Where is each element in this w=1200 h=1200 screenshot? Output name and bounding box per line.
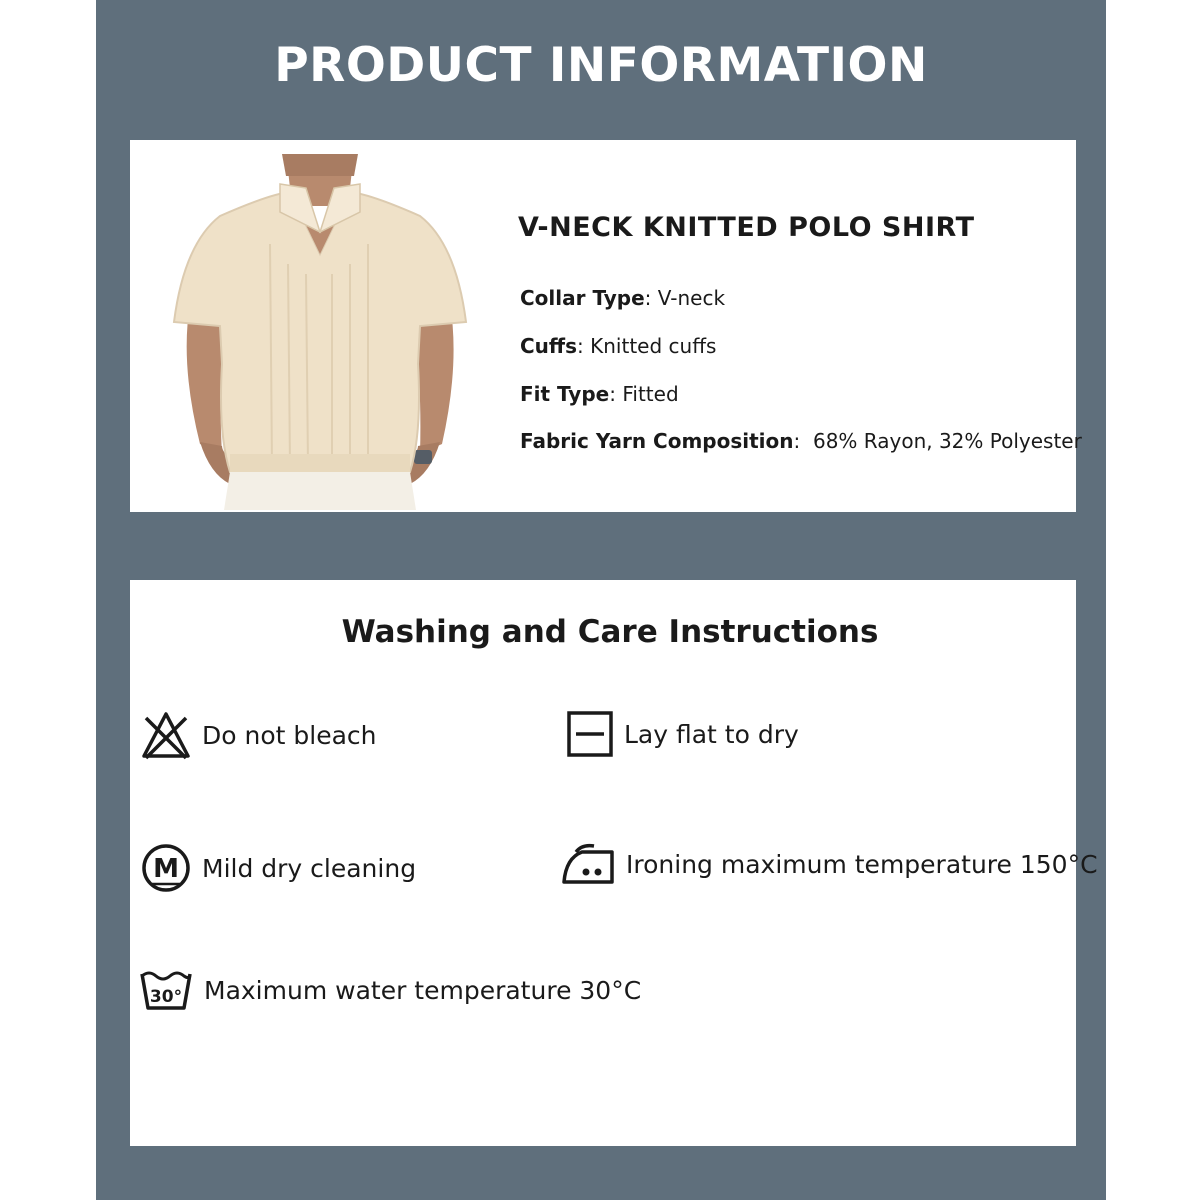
spec-collar-type: Collar Type: V-neck xyxy=(520,286,726,310)
care-item-label: Ironing maximum temperature 150°C xyxy=(626,849,1098,879)
spec-label: Fabric Yarn Composition xyxy=(520,429,794,453)
spec-fit-type: Fit Type: Fitted xyxy=(520,382,679,406)
spec-label: Fit Type xyxy=(520,382,610,406)
dry-clean-symbol: M xyxy=(153,854,179,884)
page-title: PRODUCT INFORMATION xyxy=(274,38,928,93)
care-card xyxy=(130,580,1098,1146)
mild-dry-clean-icon xyxy=(140,842,192,894)
care-item-wash-30 xyxy=(138,968,641,1012)
product-photo xyxy=(160,154,480,510)
product-title: V-NECK KNITTED POLO SHIRT xyxy=(518,212,975,243)
care-item-iron xyxy=(560,842,1098,886)
no-bleach-icon xyxy=(140,710,192,760)
care-item-no-bleach xyxy=(140,710,377,760)
spec-value: 68% Rayon, 32% Polyester xyxy=(812,429,1082,453)
spec-label: Collar Type xyxy=(520,286,645,310)
spec-label: Cuffs xyxy=(520,334,578,358)
iron-icon xyxy=(560,842,616,886)
care-item-mild-dry-clean xyxy=(140,842,416,894)
spec-cuffs: Cuffs: Knitted cuffs xyxy=(520,334,717,358)
wash-30-icon xyxy=(138,968,194,1012)
care-item-label: Lay flat to dry xyxy=(624,719,799,749)
wash-temperature-symbol: 30° xyxy=(149,987,183,1007)
lay-flat-dry-icon xyxy=(566,710,614,758)
spec-value: Knitted cuffs xyxy=(590,334,717,358)
product-card xyxy=(130,140,1082,512)
care-item-label: Mild dry cleaning xyxy=(202,853,417,883)
spec-fabric-composition: Fabric Yarn Composition: 68% Rayon, 32% Polyester xyxy=(520,429,1082,453)
care-title: Washing and Care Instructions xyxy=(341,614,879,650)
care-item-lay-flat xyxy=(566,710,799,758)
care-item-label: Do not bleach xyxy=(202,720,377,750)
care-item-label: Maximum water temperature 30°C xyxy=(204,975,642,1005)
spec-value: Fitted xyxy=(622,382,679,406)
spec-value: V-neck xyxy=(657,286,726,310)
